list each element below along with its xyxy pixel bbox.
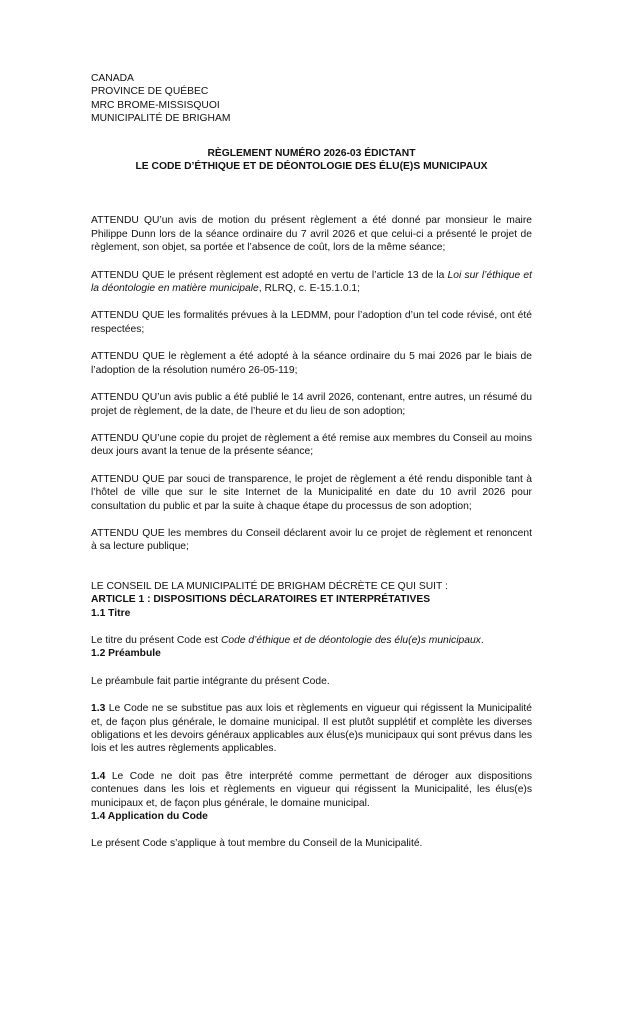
section-1-4-paragraph: 1.4 Le Code ne doit pas être interprété comme permettant de déroger aux dispositions contenues dans les lois et règlements en vigueur qui régissent la Municipalité, les élus(e)s municipaux et, de façon plus générale, le domaine municipal. [91, 770, 532, 809]
jurisdiction-header [91, 72, 532, 126]
whereas-paragraph: ATTENDU QUE les formalités prévues à la LEDMM, pour l’adoption d’un tel code révisé, ont été respectées; [91, 310, 532, 335]
section-1-1-text: Le titre du présent Code est Code d’éthique et de déontologie des élu(e)s municipaux. [91, 634, 484, 646]
whereas-paragraph: ATTENDU QUE le règlement a été adopté à la séance ordinaire du 5 mai 2026 par le biais de l’adoption de la résolution numéro 26-05-119; [91, 351, 532, 376]
whereas-paragraph: ATTENDU QUE les membres du Conseil déclarent avoir lu ce projet de règlement et renoncent à sa lecture publique; [91, 527, 532, 553]
bylaw-title-line1: RÈGLEMENT NUMÉRO 2026-03 ÉDICTANT [207, 147, 416, 159]
whereas-paragraph: ATTENDU QUE le présent règlement est adopté en vertu de l’article 13 de la Loi sur l’éthique et la déontologie en matière municipale, RLRQ, c. E-15.1.0.1; [91, 269, 532, 295]
section-application-heading: 1.4 Application du Code [91, 811, 208, 823]
header-line-country: CANADA [91, 73, 134, 84]
decree-statement: LE CONSEIL DE LA MUNICIPALITÉ DE BRIGHAM DÉCRÈTE CE QUI SUIT : [91, 580, 448, 592]
header-line-mrc: MRC BROME-MISSISQUOI [91, 99, 220, 111]
whereas-paragraph: ATTENDU QU’une copie du projet de règlement a été remise aux membres du Conseil au moins deux jours avant la tenue de la présente séance; [91, 432, 532, 458]
code-title-italic: Code d’éthique et de déontologie des élu(e)s municipaux [220, 634, 481, 646]
whereas-paragraph: ATTENDU QUE par souci de transparence, le projet de règlement a été rendu disponible tant à l’hôtel de ville que sur le site Internet de la Municipalité en date du 10 avril 2026 pour consultation du public et par la suite à chaque étape du processus de son adoption; [91, 473, 532, 512]
article-1-heading: ARTICLE 1 : DISPOSITIONS DÉCLARATOIRES ET INTERPRÉTATIVES [91, 594, 431, 606]
section-application-text: Le présent Code s’applique à tout membre du Conseil de la Municipalité. [91, 838, 423, 850]
header-line-municipality: MUNICIPALITÉ DE BRIGHAM [91, 113, 231, 125]
bylaw-title [91, 147, 532, 174]
section-number: 1.3 [91, 703, 106, 715]
whereas-paragraph: ATTENDU QU’un avis de motion du présent règlement a été donné par monsieur le maire Philippe Dunn lors de la séance ordinaire du 7 avril 2026 et que celui-ci a présenté le projet de règlement, son objet, sa portée et l’absence de coût, lors de la même séance; [91, 215, 532, 254]
section-1-2-text: Le préambule fait partie intégrante du présent Code. [91, 675, 330, 687]
whereas-paragraph: ATTENDU QU’un avis public a été publié le 14 avril 2026, contenant, entre autres, un résumé du projet de règlement, de la date, de l’heure et du lieu de son adoption; [91, 392, 532, 417]
section-1-1-heading: 1.1 Titre [91, 607, 131, 619]
section-1-3-paragraph: 1.3 Le Code ne se substitue pas aux lois et règlements en vigueur qui régissent la Municipalité et, de façon plus générale, le domaine municipal. Il est plutôt supplétif et complète les diverses obligations et les devoirs généraux applicables aux élus(e)s municipaux qui sont prévus dans les lois et les autres règlements applicables. [91, 703, 532, 755]
bylaw-title-line2: LE CODE D’ÉTHIQUE ET DE DÉONTOLOGIE DES ÉLU(E)S MUNICIPAUX [135, 161, 488, 173]
law-title-italic: Loi sur l’éthique et la déontologie en matière municipale [91, 269, 532, 295]
section-number: 1.4 [91, 770, 106, 782]
header-line-province: PROVINCE DE QUÉBEC [91, 86, 209, 98]
section-1-2-heading: 1.2 Préambule [91, 648, 161, 660]
